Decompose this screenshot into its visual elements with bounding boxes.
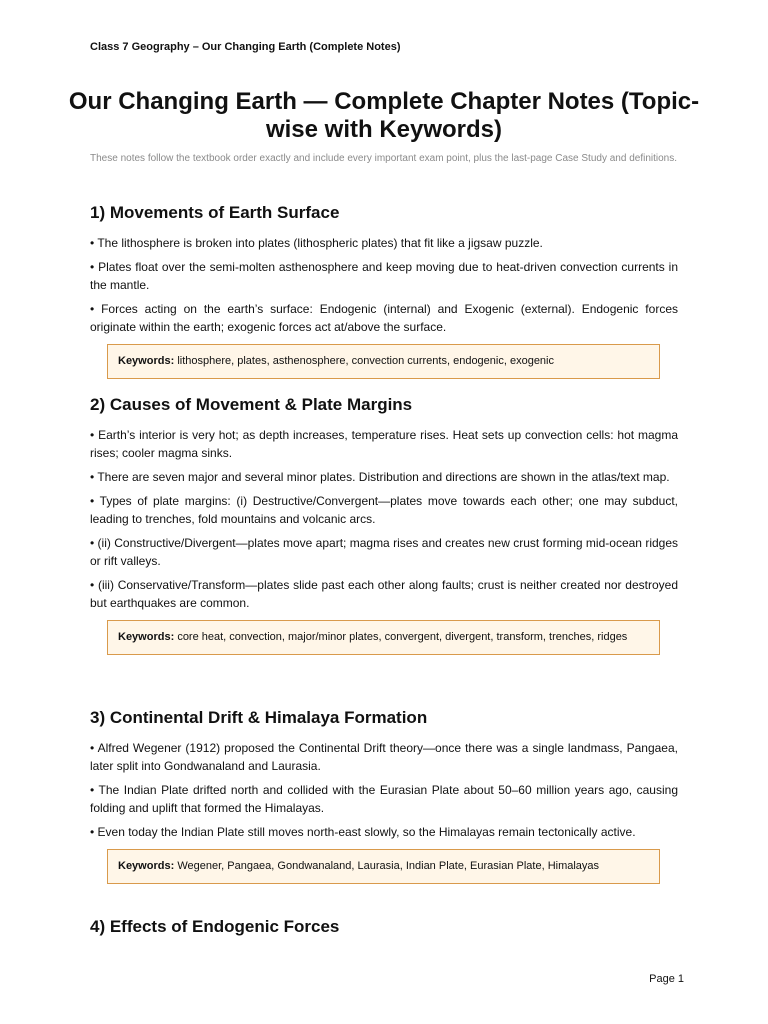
keywords-box — [107, 344, 660, 379]
keywords-box — [107, 849, 660, 884]
section-1 — [90, 202, 678, 379]
bullet-point: • (iii) Conservative/Transform—plates slide past each other along faults; crust is neither created nor destroyed but earthquakes are common. — [90, 578, 678, 610]
running-head: Class 7 Geography – Our Changing Earth (Complete Notes) — [90, 41, 401, 53]
section-2 — [90, 394, 678, 655]
keywords-label: Keywords: — [118, 631, 175, 643]
bullet-point: • Forces acting on the earth’s surface: Endogenic (internal) and Exogenic (external). Endogenic forces originate within the earth; exogenic forces act at/above the surface. — [90, 302, 678, 334]
page-title: Our Changing Earth — Complete Chapter Notes (Topic-wise with Keywords) — [68, 88, 700, 143]
section-heading: 2) Causes of Movement & Plate Margins — [90, 395, 413, 414]
bullet-point: • Even today the Indian Plate still moves north-east slowly, so the Himalayas remain tectonically active. — [90, 825, 636, 839]
bullet-point: • There are seven major and several minor plates. Distribution and directions are shown in the atlas/text map. — [90, 470, 670, 484]
keywords-text: lithosphere, plates, asthenosphere, convection currents, endogenic, exogenic — [177, 355, 554, 367]
keywords-label: Keywords: — [118, 860, 175, 872]
section-3 — [90, 707, 678, 884]
section-heading: 1) Movements of Earth Surface — [90, 203, 340, 222]
bullet-point: • Earth’s interior is very hot; as depth increases, temperature rises. Heat sets up convection cells: hot magma rises; cooler magma sinks. — [90, 428, 678, 460]
bullet-point: • The Indian Plate drifted north and collided with the Eurasian Plate about 50–60 million years ago, causing folding and uplift that formed the Himalayas. — [90, 783, 678, 815]
intro-text: These notes follow the textbook order exactly and include every important exam point, plus the last-page Case Study and definitions. — [90, 153, 678, 164]
section-heading: 4) Effects of Endogenic Forces — [90, 917, 340, 936]
bullet-point: • Alfred Wegener (1912) proposed the Continental Drift theory—once there was a single landmass, Pangaea, later split into Gondwanaland and Laurasia. — [90, 741, 678, 773]
section-heading: 3) Continental Drift & Himalaya Formation — [90, 708, 428, 727]
page-number: Page 1 — [649, 973, 684, 985]
keywords-text: Wegener, Pangaea, Gondwanaland, Laurasia, Indian Plate, Eurasian Plate, Himalayas — [177, 860, 600, 872]
bullet-point: • Types of plate margins: (i) Destructive/Convergent—plates move towards each other; one may subduct, leading to trenches, fold mountains and volcanic arcs. — [90, 494, 678, 526]
bullet-point: • Plates float over the semi-molten asthenosphere and keep moving due to heat-driven convection currents in the mantle. — [90, 260, 678, 292]
keywords-box — [107, 620, 660, 655]
keywords-text: core heat, convection, major/minor plates, convergent, divergent, transform, trenches, ridges — [177, 631, 628, 643]
bullet-point: • The lithosphere is broken into plates (lithospheric plates) that fit like a jigsaw puzzle. — [90, 236, 543, 250]
section-4 — [90, 916, 678, 948]
keywords-label: Keywords: — [118, 355, 175, 367]
bullet-point: • (ii) Constructive/Divergent—plates move apart; magma rises and creates new crust forming mid-ocean ridges or rift valleys. — [90, 536, 678, 568]
